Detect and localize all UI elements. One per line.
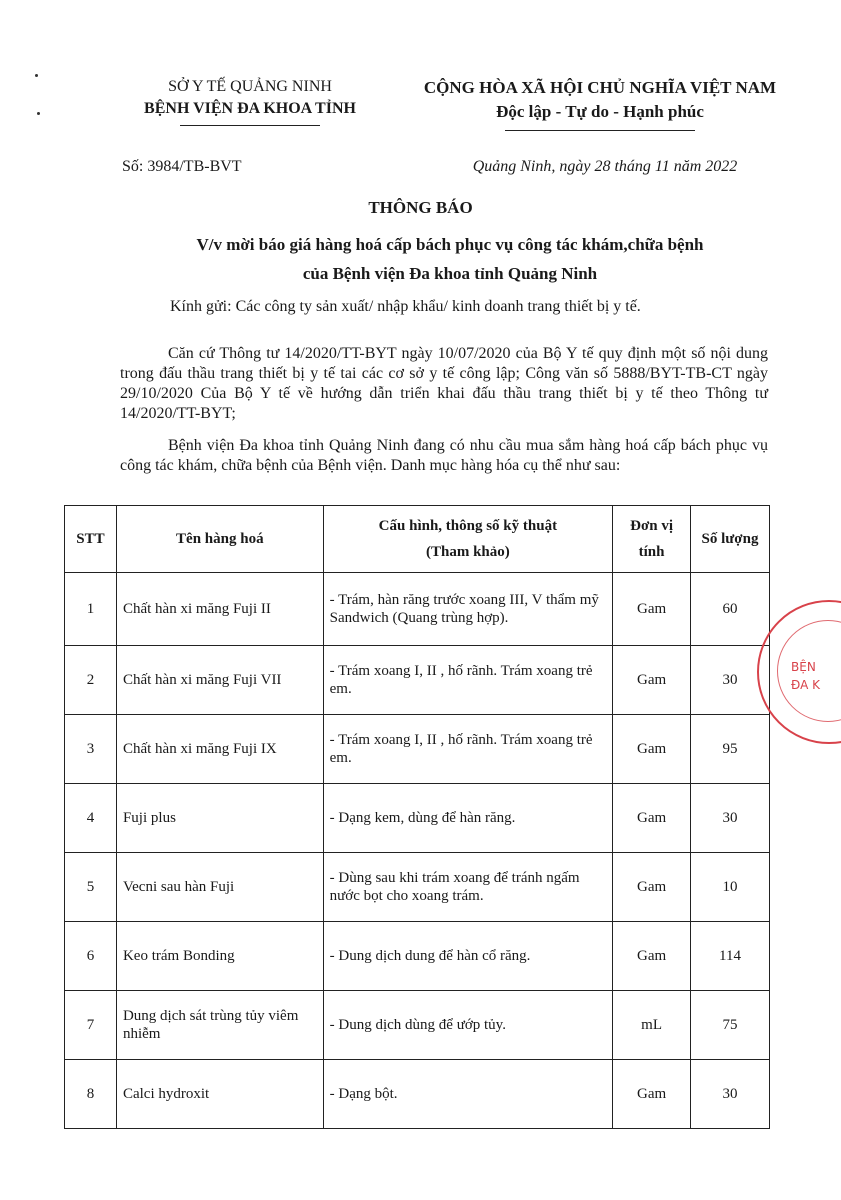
row-qty: 10 bbox=[691, 853, 770, 922]
row-unit: Gam bbox=[613, 922, 691, 991]
row-stt: 7 bbox=[65, 991, 117, 1060]
row-unit: Gam bbox=[613, 573, 691, 646]
row-unit: Gam bbox=[613, 853, 691, 922]
row-qty: 75 bbox=[691, 991, 770, 1060]
scan-speck bbox=[35, 74, 38, 77]
row-stt: 5 bbox=[65, 853, 117, 922]
org-underline bbox=[180, 125, 320, 126]
table-row bbox=[65, 853, 770, 922]
row-name: Fuji plus bbox=[116, 784, 323, 853]
goods-table bbox=[64, 505, 770, 1129]
row-name: Chất hàn xi măng Fuji VII bbox=[116, 646, 323, 715]
parent-agency: SỞ Y TẾ QUẢNG NINH bbox=[168, 78, 332, 95]
document-subject bbox=[60, 230, 840, 288]
row-stt: 3 bbox=[65, 715, 117, 784]
row-qty: 114 bbox=[691, 922, 770, 991]
row-qty: 95 bbox=[691, 715, 770, 784]
header-stt: STT bbox=[65, 506, 117, 573]
row-stt: 6 bbox=[65, 922, 117, 991]
row-spec: - Trám xoang I, II , hố rãnh. Trám xoang trẻ em. bbox=[323, 646, 612, 715]
legal-basis-paragraph: Căn cứ Thông tư 14/2020/TT-BYT ngày 10/07/2020 của Bộ Y tế quy định một số nội dung trong đấu thầu trang thiết bị y tế tai các cơ sở y tế công lập; Công văn số 5888/BYT-TB-CT ngày 29/10/2020 Của Bộ Y tế về hướng dẫn triển khai đấu thầu trang thiết bị y tế theo Thông tư 14/2020/TT-BYT; bbox=[120, 345, 768, 422]
row-stt: 8 bbox=[65, 1060, 117, 1129]
recipient: Kính gửi: Các công ty sản xuất/ nhập khẩu/ kinh doanh trang thiết bị y tế. bbox=[170, 298, 641, 315]
place-and-date: Quảng Ninh, ngày 28 tháng 11 năm 2022 bbox=[472, 158, 738, 175]
row-name: Chất hàn xi măng Fuji IX bbox=[116, 715, 323, 784]
motto-underline bbox=[505, 130, 695, 131]
national-motto: Độc lập - Tự do - Hạnh phúc bbox=[496, 102, 704, 121]
row-name: Keo trám Bonding bbox=[116, 922, 323, 991]
row-name: Calci hydroxit bbox=[116, 1060, 323, 1129]
row-unit: mL bbox=[613, 991, 691, 1060]
request-paragraph: Bệnh viện Đa khoa tỉnh Quảng Ninh đang có nhu cầu mua sắm hàng hoá cấp bách phục vụ công tác khám, chữa bệnh của Bệnh viện. Danh mục hàng hóa cụ thể như sau: bbox=[120, 437, 768, 474]
header-spec-line-2: (Tham khảo) bbox=[425, 544, 510, 560]
row-unit: Gam bbox=[613, 784, 691, 853]
row-spec: - Dùng sau khi trám xoang để tránh ngấm nước bọt cho xoang trám. bbox=[323, 853, 612, 922]
header-unit bbox=[613, 506, 691, 573]
subject-line-1: V/v mời báo giá hàng hoá cấp bách phục vụ công tác khám,chữa bệnh bbox=[196, 235, 704, 254]
table-row bbox=[65, 646, 770, 715]
scan-speck bbox=[37, 112, 40, 115]
header-name: Tên hàng hoá bbox=[116, 506, 323, 573]
row-stt: 4 bbox=[65, 784, 117, 853]
row-qty: 30 bbox=[691, 646, 770, 715]
row-stt: 1 bbox=[65, 573, 117, 646]
header-spec-line-1: Cấu hình, thông số kỹ thuật bbox=[378, 518, 558, 534]
row-spec: - Dạng bột. bbox=[323, 1060, 612, 1129]
row-name: Vecni sau hàn Fuji bbox=[116, 853, 323, 922]
row-name: Dung dịch sát trùng tủy viêm nhiễm bbox=[116, 991, 323, 1060]
subject-line-2: của Bệnh viện Đa khoa tỉnh Quảng Ninh bbox=[302, 264, 598, 283]
table-row bbox=[65, 991, 770, 1060]
table-row bbox=[65, 715, 770, 784]
row-qty: 60 bbox=[691, 573, 770, 646]
row-qty: 30 bbox=[691, 1060, 770, 1129]
table-row bbox=[65, 1060, 770, 1129]
document-number: Số: 3984/TB-BVT bbox=[122, 158, 242, 175]
national-title: CỘNG HÒA XÃ HỘI CHỦ NGHĨA VIỆT NAM bbox=[423, 78, 777, 97]
header-unit-line-1: Đơn vị bbox=[630, 518, 674, 534]
row-spec: - Trám xoang I, II , hố rãnh. Trám xoang trẻ em. bbox=[323, 715, 612, 784]
document-title: THÔNG BÁO bbox=[368, 198, 473, 217]
row-unit: Gam bbox=[613, 646, 691, 715]
row-unit: Gam bbox=[613, 1060, 691, 1129]
table-row bbox=[65, 922, 770, 991]
header-unit-line-2: tính bbox=[638, 544, 665, 560]
issuing-organization: BỆNH VIỆN ĐA KHOA TỈNH bbox=[144, 100, 356, 117]
row-qty: 30 bbox=[691, 784, 770, 853]
table-row bbox=[65, 573, 770, 646]
row-spec: - Dung dịch dùng để ướp tủy. bbox=[323, 991, 612, 1060]
row-name: Chất hàn xi măng Fuji II bbox=[116, 573, 323, 646]
row-unit: Gam bbox=[613, 715, 691, 784]
row-spec: - Dạng kem, dùng để hàn răng. bbox=[323, 784, 612, 853]
seal-text-1: BỆN bbox=[791, 660, 816, 674]
header-qty: Số lượng bbox=[691, 506, 770, 573]
row-spec: - Trám, hàn răng trước xoang III, V thẩm mỹ Sandwich (Quang trùng hợp). bbox=[323, 573, 612, 646]
table-header-row bbox=[65, 506, 770, 573]
table-row bbox=[65, 784, 770, 853]
row-stt: 2 bbox=[65, 646, 117, 715]
row-spec: - Dung dịch dung để hàn cổ răng. bbox=[323, 922, 612, 991]
header-spec bbox=[323, 506, 612, 573]
seal-text-2: ĐA K bbox=[791, 678, 820, 692]
